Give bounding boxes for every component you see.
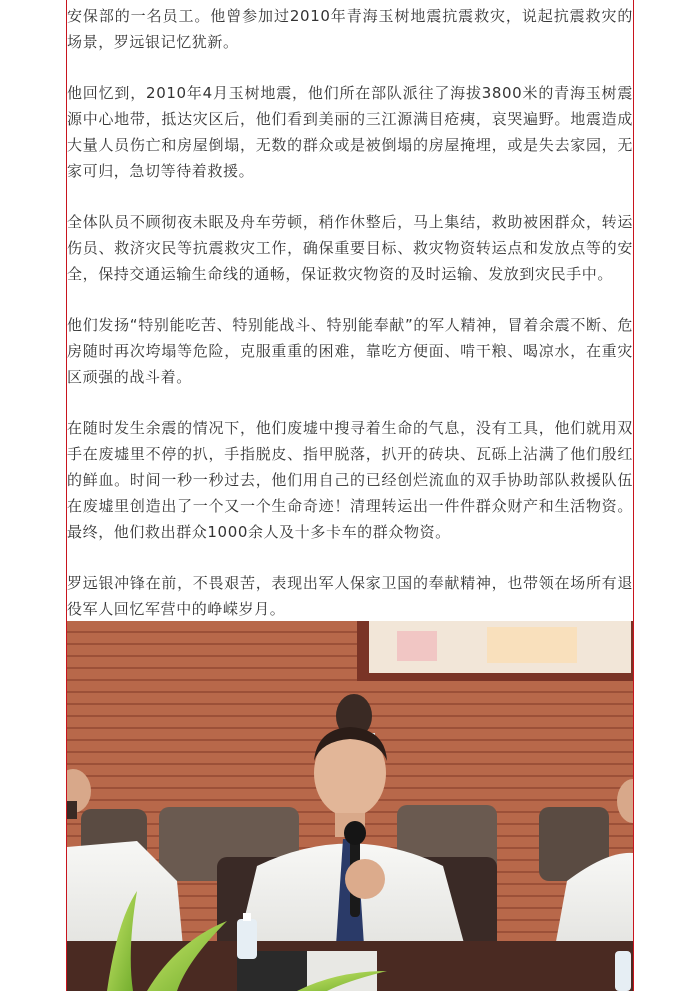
paragraph: 全体队员不顾彻夜未眠及舟车劳顿，稍作休整后，马上集结，救助被困群众，转运伤员、救济灾民等抗震救灾工作，确保重要目标、救灾物资转运点和发放点等的安全，保持交通运输生命线的通畅，保证救灾物资的及时运输、发放到灾民手中。: [67, 213, 633, 283]
event-photo: [67, 621, 633, 991]
paragraph: 他回忆到，2010年4月玉树地震，他们所在部队派往了海拔3800米的青海玉树震源中心地带，抵达灾区后，他们看到美丽的三江源满目疮痍，哀哭遍野。地震造成大量人员伤亡和房屋倒塌，无数的群众或是被倒塌的房屋掩埋，或是失去家园，无家可归，急切等待着救援。: [67, 84, 633, 180]
article-body: [67, 3, 633, 647]
paragraph: 他们发扬“特别能吃苦、特别能战斗、特别能奉献”的军人精神，冒着余震不断、危房随时再次垮塌等危险，克服重重的困难，靠吃方便面、啃干粮、喝凉水，在重灾区顽强的战斗着。: [67, 316, 633, 386]
paragraph: 罗远银冲锋在前，不畏艰苦，表现出军人保家卫国的奉献精神，也带领在场所有退役军人回忆军营中的峥嵘岁月。: [67, 574, 633, 618]
paragraph: 在随时发生余震的情况下，他们废墟中搜寻着生命的气息，没有工具，他们就用双手在废墟里不停的扒，手指脱皮、指甲脱落，扒开的砖块、瓦砾上沾满了他们殷红的鲜血。时间一秒一秒过去，他们用自己的已经创烂流血的双手协助部队救援队伍在废墟里创造出了一个又一个生命奇迹！清理转运出一件件群众财产和生活物资。最终，他们救出群众1000余人及十多卡车的群众物资。: [67, 419, 633, 541]
article-frame: [66, 0, 634, 991]
paragraph: 安保部的一名员工。他曾参加过2010年青海玉树地震抗震救灾，说起抗震救灾的场景，罗远银记忆犹新。: [67, 7, 633, 51]
